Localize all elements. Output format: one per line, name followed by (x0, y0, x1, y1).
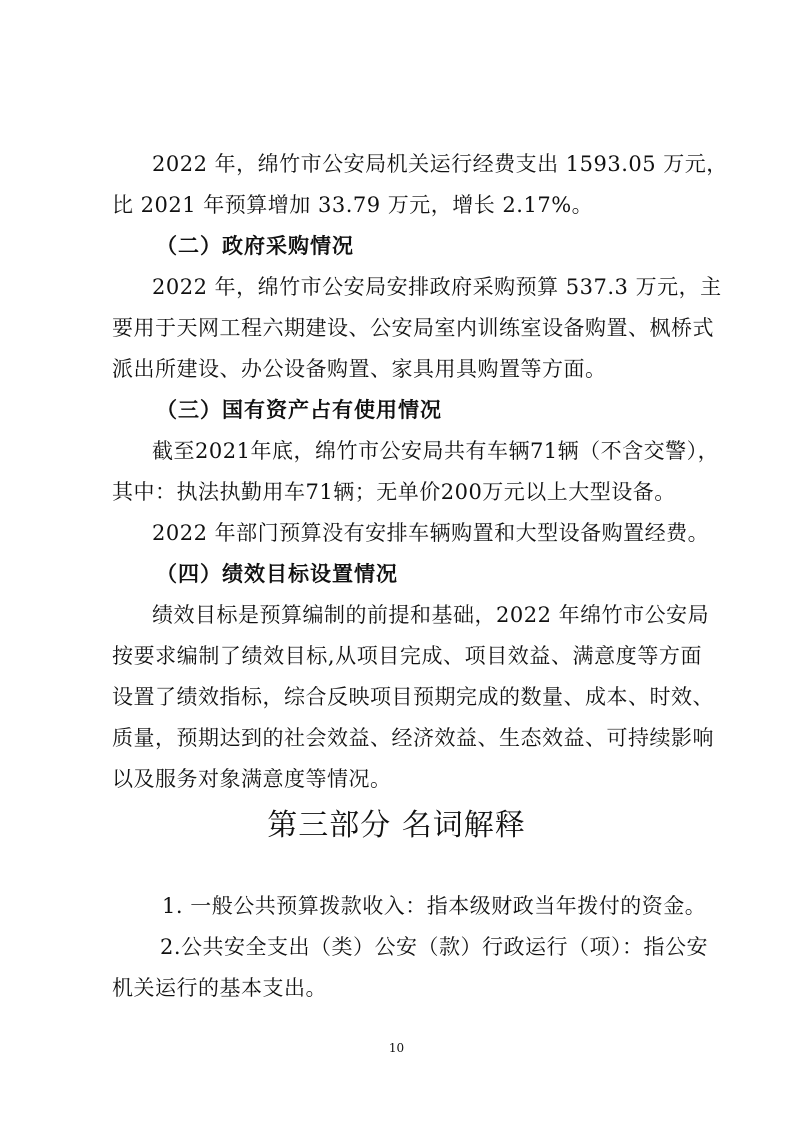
glossary-item: 1. 一般公共预算拨款收入：指本级财政当年拨付的资金。 (162, 894, 707, 918)
section-heading: （三）国有资产占有使用情况 (156, 398, 442, 422)
part-title: 第三部分 名词解释 (267, 808, 526, 843)
glossary-item: 2.公共安全支出（类）公安（款）行政运行（项）：指公安 (160, 935, 709, 959)
paragraph-line: 2022 年，绵竹市公安局安排政府采购预算 537.3 万元，主 (152, 275, 722, 299)
paragraph-line: 其中：执法执勤用车71辆；无单价200万元以上大型设备。 (112, 480, 676, 504)
section-heading: （二）政府采购情况 (156, 234, 354, 258)
paragraph-line: 截至2021年底，绵竹市公安局共有车辆71辆（不含交警）， (152, 439, 720, 463)
paragraph-line: 绩效目标是预算编制的前提和基础，2022 年绵竹市公安局 (152, 603, 710, 627)
page-number: 10 (388, 1041, 405, 1055)
paragraph-line: 2022 年，绵竹市公安局机关运行经费支出 1593.05 万元， (152, 152, 728, 176)
paragraph-line: 派出所建设、办公设备购置、家具用具购置等方面。 (112, 357, 607, 381)
section-heading: （四）绩效目标设置情况 (156, 562, 398, 586)
paragraph-line: 2022 年部门预算没有安排车辆购置和大型设备购置经费。 (152, 521, 710, 545)
paragraph-line: 比 2021 年预算增加 33.79 万元，增长 2.17%。 (112, 193, 594, 217)
paragraph-line: 设置了绩效指标，综合反映项目预期完成的数量、成本、时效、 (112, 685, 714, 709)
glossary-item: 机关运行的基本支出。 (112, 976, 327, 1000)
paragraph-line: 质量，预期达到的社会效益、经济效益、生态效益、可持续影响 (112, 726, 714, 750)
paragraph-line: 按要求编制了绩效目标,从项目完成、项目效益、满意度等方面 (112, 644, 702, 668)
paragraph-line: 要用于天网工程六期建设、公安局室内训练室设备购置、枫桥式 (112, 316, 714, 340)
paragraph-line: 以及服务对象满意度等情况。 (112, 767, 392, 791)
